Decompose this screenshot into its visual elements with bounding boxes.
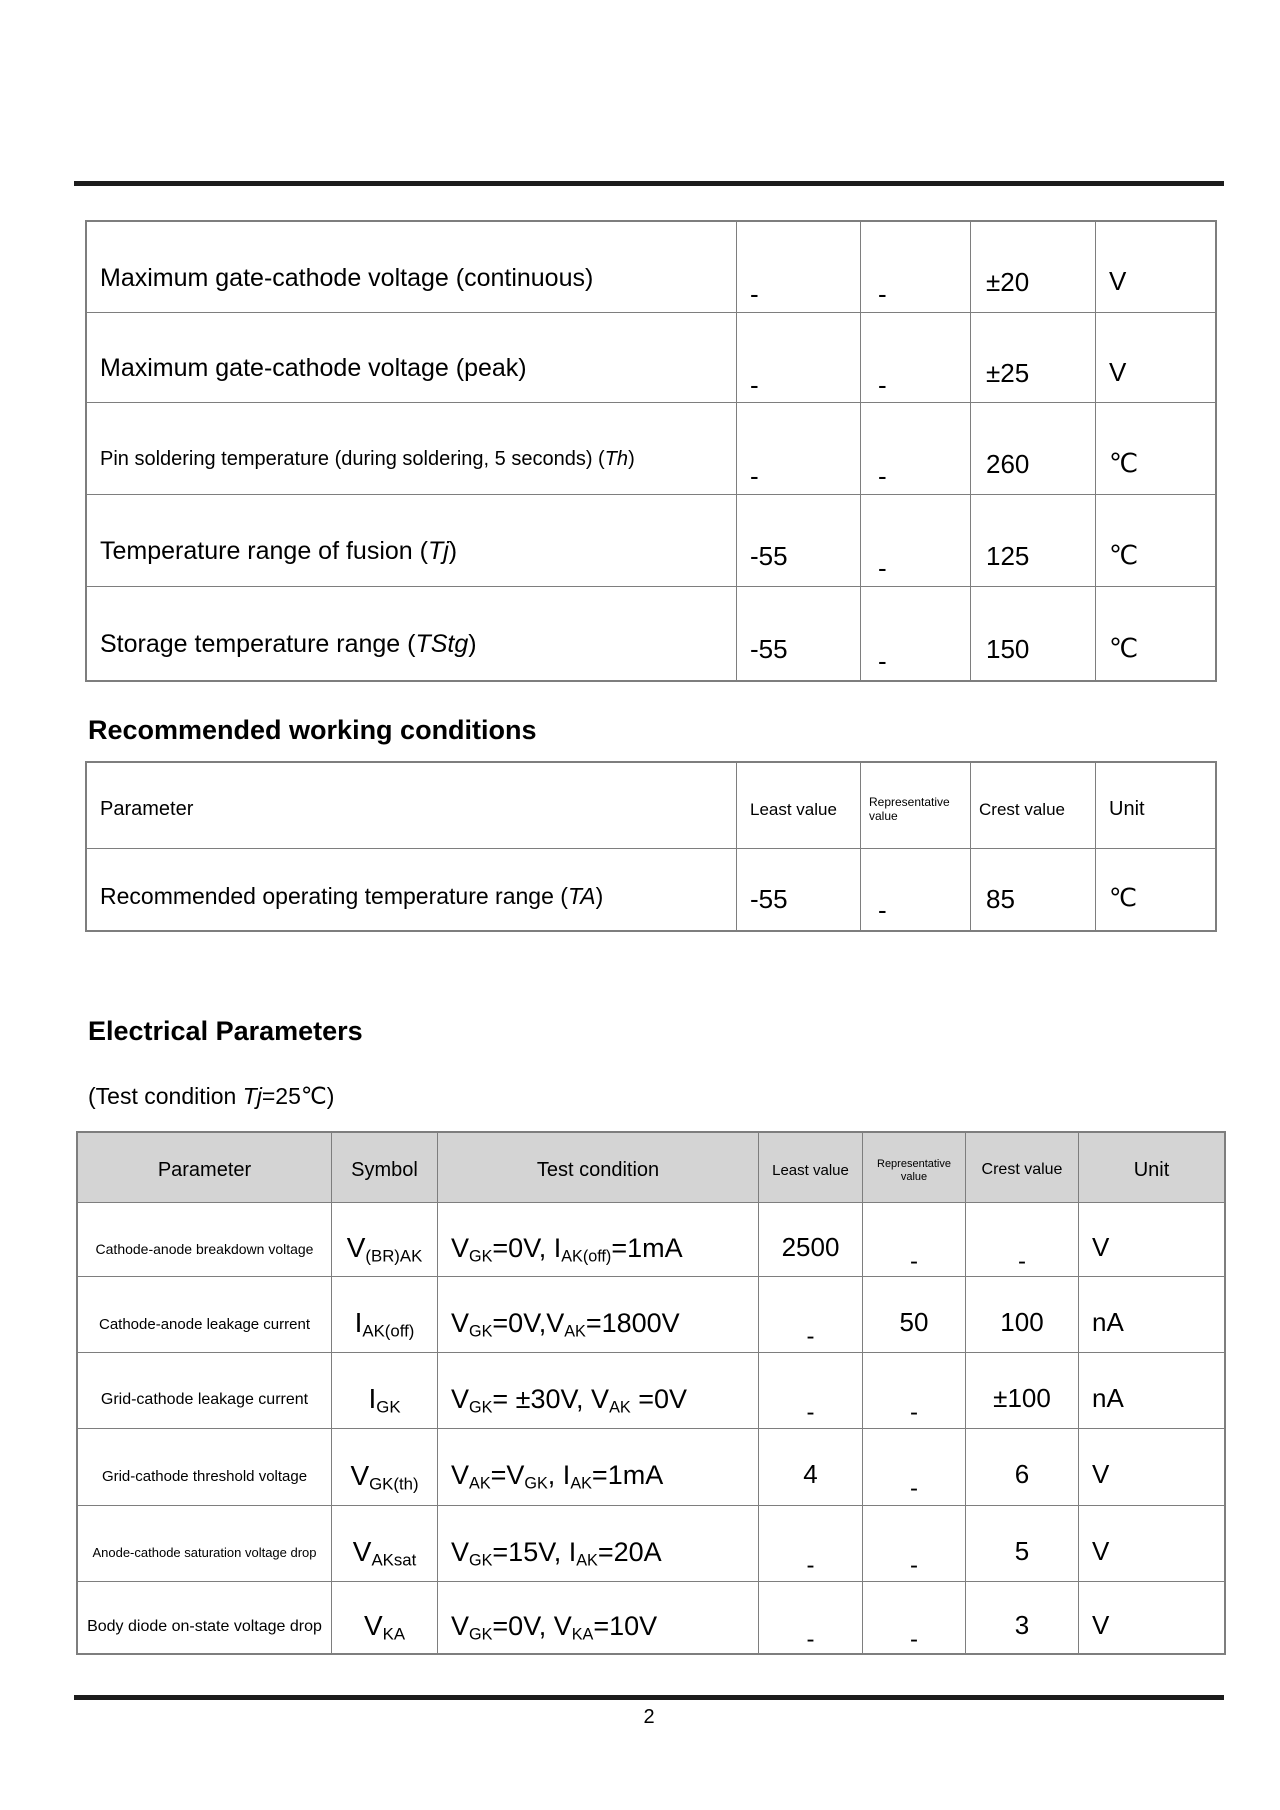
header-unit-cell: Unit	[1096, 763, 1215, 849]
representative-cell: -	[861, 222, 971, 313]
representative-cell: -	[863, 1353, 966, 1429]
header-representative-cell: Representative value	[863, 1133, 966, 1203]
crest-cell: 150	[971, 587, 1096, 680]
least-cell: 2500	[759, 1203, 863, 1277]
parameter-cell: Recommended operating temperature range (TA)	[87, 849, 737, 930]
least-cell: -	[759, 1353, 863, 1429]
representative-cell: -	[861, 587, 971, 680]
condition-cell: $V_{GK}=0V,V_{AK}=1800V$	[438, 1277, 759, 1353]
bottom-horizontal-rule	[74, 1695, 1224, 1700]
representative-cell: -	[863, 1203, 966, 1277]
unit-cell: V	[1079, 1203, 1224, 1277]
symbol-cell: $V_{GK(th)}$	[332, 1429, 438, 1506]
unit-cell: ℃	[1096, 403, 1215, 495]
crest-cell: 85	[971, 849, 1096, 930]
header-crest-cell: Crest value	[966, 1133, 1079, 1203]
maximum-ratings-table	[85, 220, 1217, 682]
top-horizontal-rule	[74, 181, 1224, 186]
least-cell: -	[737, 313, 861, 403]
header-condition-cell: Test condition	[438, 1133, 759, 1203]
condition-cell: $V_{GK}= \pm 30V$, $V_{AK} =0V$	[438, 1353, 759, 1429]
header-least-cell: Least value	[759, 1133, 863, 1203]
unit-cell: nA	[1079, 1277, 1224, 1353]
unit-cell: nA	[1079, 1353, 1224, 1429]
unit-cell: ℃	[1109, 632, 1139, 663]
representative-cell: 50	[863, 1277, 966, 1353]
section-heading-working-conditions: Recommended working conditions	[88, 715, 537, 745]
parameter-cell: Cathode-anode leakage current	[78, 1277, 332, 1353]
test-condition-note: (Test condition Tj=25℃)	[88, 1083, 335, 1109]
header-crest-cell: Crest value	[971, 763, 1096, 849]
least-cell: -	[759, 1506, 863, 1582]
symbol-cell: $I_{AK(off)}$	[332, 1277, 438, 1353]
crest-cell: 260	[971, 403, 1096, 495]
header-symbol-cell: Symbol	[332, 1133, 438, 1203]
least-cell: -	[737, 403, 861, 495]
parameter-cell: Maximum gate-cathode voltage (peak)	[87, 313, 737, 403]
header-parameter-cell: Parameter	[78, 1133, 332, 1203]
header-representative-cell: Representative value	[861, 763, 971, 849]
representative-cell: -	[861, 849, 971, 930]
unit-cell: ℃	[1096, 495, 1215, 587]
condition-cell: $V_{GK}=15V$, $I_{AK}=20A$	[438, 1506, 759, 1582]
page-number: 2	[643, 1706, 655, 1728]
unit-cell: V	[1092, 1609, 1110, 1640]
unit-cell: V	[1096, 222, 1215, 313]
least-cell: -55	[737, 495, 861, 587]
least-cell: -	[737, 222, 861, 313]
symbol-cell: $V_{KA}$	[332, 1582, 438, 1653]
unit-cell: V	[1079, 1506, 1224, 1582]
representative-cell: -	[861, 313, 971, 403]
representative-cell: -	[863, 1582, 966, 1653]
crest-cell: ±25	[971, 313, 1096, 403]
crest-cell: ±20	[971, 222, 1096, 313]
least-cell: -	[759, 1582, 863, 1653]
representative-cell: -	[861, 403, 971, 495]
parameter-cell: Body diode on-state voltage drop	[78, 1582, 332, 1653]
representative-cell: -	[863, 1429, 966, 1506]
parameter-cell: Maximum gate-cathode voltage (continuous)	[87, 222, 737, 313]
parameter-cell: Grid-cathode threshold voltage	[78, 1429, 332, 1506]
unit-cell: V	[1096, 313, 1215, 403]
crest-cell: 3	[966, 1582, 1079, 1653]
recommended-working-conditions-table	[85, 761, 1217, 932]
condition-cell: $V_{GK}=0V$, $V_{KA}=10V$	[438, 1582, 759, 1653]
symbol-cell: $I_{GK}$	[332, 1353, 438, 1429]
crest-cell: 5	[966, 1506, 1079, 1582]
least-cell: 4	[759, 1429, 863, 1506]
least-cell: -55	[737, 587, 861, 680]
unit-cell: V	[1079, 1429, 1224, 1506]
representative-cell: -	[863, 1506, 966, 1582]
condition-cell: $V_{GK}=0V$, $I_{AK(off)}=1mA$	[438, 1203, 759, 1277]
header-unit-cell: Unit	[1079, 1133, 1224, 1203]
condition-cell: $V_{AK}=V_{GK}$, $I_{AK}=1mA$	[438, 1429, 759, 1506]
least-cell: -55	[737, 849, 861, 930]
electrical-parameters-table	[76, 1131, 1226, 1655]
parameter-cell: Grid-cathode leakage current	[78, 1353, 332, 1429]
header-parameter-cell: Parameter	[87, 763, 737, 849]
crest-cell: 6	[966, 1429, 1079, 1506]
symbol-cell: $V_{AKsat}$	[332, 1506, 438, 1582]
parameter-cell: Temperature range of fusion (Tj)	[87, 495, 737, 587]
crest-cell: -	[966, 1203, 1079, 1277]
parameter-cell: Pin soldering temperature (during soldering, 5 seconds) (Th)	[87, 403, 737, 495]
parameter-cell: Anode-cathode saturation voltage drop	[78, 1506, 332, 1582]
crest-cell: ±100	[966, 1353, 1079, 1429]
header-least-cell: Least value	[737, 763, 861, 849]
symbol-cell: $V_{(BR)AK}$	[332, 1203, 438, 1277]
parameter-cell: Cathode-anode breakdown voltage	[78, 1203, 332, 1277]
section-heading-electrical-parameters: Electrical Parameters	[88, 1016, 363, 1046]
crest-cell: 125	[971, 495, 1096, 587]
representative-cell: -	[861, 495, 971, 587]
parameter-cell: Storage temperature range (TStg)	[87, 587, 737, 680]
least-cell: -	[759, 1277, 863, 1353]
crest-cell: 100	[966, 1277, 1079, 1353]
unit-cell: ℃	[1109, 884, 1138, 913]
